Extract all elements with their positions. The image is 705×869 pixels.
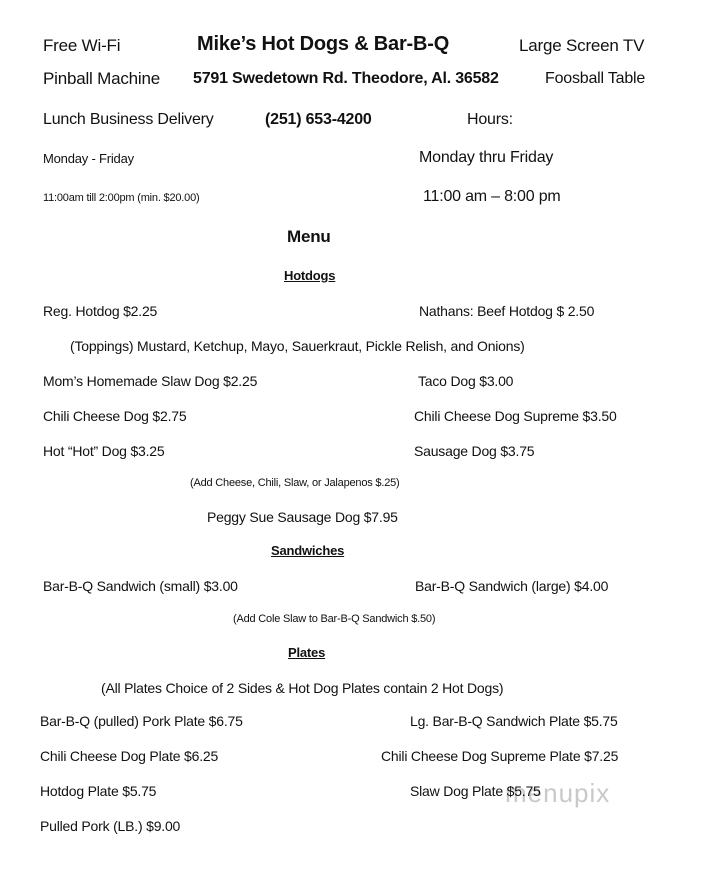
- address: 5791 Swedetown Rd. Theodore, Al. 36582: [193, 70, 499, 87]
- menu-item: Nathans: Beef Hotdog $ 2.50: [419, 303, 595, 319]
- phone-number: (251) 653-4200: [265, 111, 372, 128]
- restaurant-title: Mike’s Hot Dogs & Bar-B-Q: [197, 33, 450, 55]
- menu-item: Chili Cheese Dog Supreme Plate $7.25: [381, 748, 619, 764]
- toppings-note: (Toppings) Mustard, Ketchup, Mayo, Sauerkraut, Pickle Relish, and Onions): [70, 338, 525, 354]
- feature-tv: Large Screen TV: [519, 36, 645, 55]
- feature-foosball: Foosball Table: [545, 70, 646, 87]
- addons-note: (Add Cheese, Chili, Slaw, or Jalapenos $.25): [190, 477, 400, 489]
- menu-item: Chili Cheese Dog Plate $6.25: [40, 748, 219, 764]
- menu-heading: Menu: [287, 227, 331, 246]
- watermark: menupix: [505, 778, 611, 808]
- menu-item: Lg. Bar-B-Q Sandwich Plate $5.75: [410, 713, 618, 729]
- menu-item: Bar-B-Q Sandwich (small) $3.00: [43, 578, 238, 594]
- feature-wifi: Free Wi-Fi: [43, 36, 121, 55]
- menu-item: Chili Cheese Dog $2.75: [43, 408, 187, 424]
- menu-item: Bar-B-Q (pulled) Pork Plate $6.75: [40, 713, 243, 729]
- delivery-label: Lunch Business Delivery: [43, 111, 214, 128]
- plates-note: (All Plates Choice of 2 Sides & Hot Dog Plates contain 2 Hot Dogs): [101, 680, 504, 696]
- menu-item: Peggy Sue Sausage Dog $7.95: [207, 509, 398, 525]
- menu-item: Taco Dog $3.00: [418, 373, 514, 389]
- menu-item: Bar-B-Q Sandwich (large) $4.00: [415, 578, 609, 594]
- hours-time: 11:00 am – 8:00 pm: [423, 188, 561, 205]
- delivery-days: Monday - Friday: [43, 151, 134, 166]
- menu-item: Hotdog Plate $5.75: [40, 783, 157, 799]
- menu-item: Sausage Dog $3.75: [414, 443, 535, 459]
- menu-item: Slaw Dog Plate $5.75: [410, 783, 541, 799]
- plates-heading: Plates: [288, 645, 326, 660]
- addon-note: (Add Cole Slaw to Bar-B-Q Sandwich $.50): [233, 613, 436, 625]
- menu-item: Hot “Hot” Dog $3.25: [43, 443, 165, 459]
- menu-item: Pulled Pork (LB.) $9.00: [40, 818, 181, 834]
- hotdogs-heading: Hotdogs: [284, 268, 336, 283]
- menu-item: Reg. Hotdog $2.25: [43, 303, 158, 319]
- hours-label: Hours:: [467, 111, 513, 128]
- sandwiches-heading: Sandwiches: [271, 543, 345, 558]
- menu-item: Chili Cheese Dog Supreme $3.50: [414, 408, 617, 424]
- feature-pinball: Pinball Machine: [43, 69, 161, 88]
- menu-item: Mom’s Homemade Slaw Dog $2.25: [43, 373, 258, 389]
- hours-days: Monday thru Friday: [419, 149, 554, 166]
- delivery-time: 11:00am till 2:00pm (min. $20.00): [43, 192, 200, 204]
